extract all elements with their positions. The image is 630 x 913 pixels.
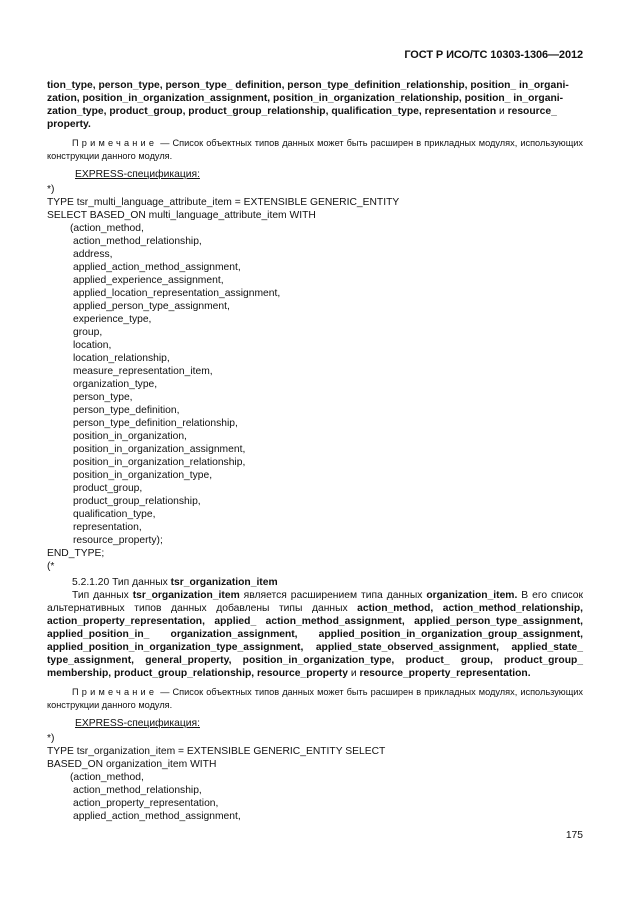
top-paragraph-line: property. (47, 119, 91, 130)
section-name: tsr_organization_item (170, 577, 278, 588)
bold-run: organization_item. (426, 590, 518, 601)
body-paragraph (47, 589, 583, 680)
top-paragraph-line: tion_type, person_type, person_type_ definition, person_type_definition_relationship, position_ in_organi- (47, 80, 569, 91)
select-item: address, (73, 249, 113, 260)
top-paragraph-line: zation, position_in_organization_assignment, position_in_organization_relationship, position_ in_organi- (47, 93, 564, 104)
select-item: measure_representation_item, (73, 366, 213, 377)
comment-close: (* (47, 561, 55, 572)
select-item-list (47, 784, 583, 823)
select-item: qualification_type, (73, 509, 156, 520)
select-item: (action_method, (70, 772, 144, 783)
select-item: person_type, (73, 392, 133, 403)
bold-run: action_method, action_method_relationship, action_property_representation, applied_ action_method_assignment, applied_person_type_assignment, applied_position_in_ organization_assignment, applied_position_in_organization_group_assignment, applied_position_in_organization_type_assignment, applied_state_observed_assignment, applied_state_ type_assignment, general_property, position_in_organization_type, product_ group, product_group_ membership, product_group_relationship, resource_property (47, 603, 583, 679)
select-item: (action_method, (70, 223, 144, 234)
select-item: person_type_definition, (73, 405, 180, 416)
select-item: applied_action_method_assignment, (73, 811, 241, 822)
bold-run: zation_type, product_group, product_group_relationship, qualification_type, representation (47, 106, 497, 117)
text-run: и (347, 668, 360, 679)
top-paragraph (47, 79, 583, 131)
select-item: action_method_relationship, (73, 785, 202, 796)
note-text: — Список объектных типов данных может быть расширен в прикладных модулях, использующих конструкции данного модуля. (47, 138, 583, 161)
note-text: — Список объектных типов данных может быть расширен в прикладных модулях, использующих конструкции данного модуля. (47, 687, 583, 710)
bold-run: tsr_organization_item (132, 590, 240, 601)
express-heading-2: EXPRESS-спецификация: (75, 718, 200, 729)
select-item: applied_person_type_assignment, (73, 301, 230, 312)
select-item: applied_experience_assignment, (73, 275, 224, 286)
section-heading (47, 576, 583, 589)
select-item: position_in_organization_assignment, (73, 444, 246, 455)
text-run: является расширением типа данных (239, 590, 427, 601)
select-item: group, (73, 327, 103, 338)
select-item: position_in_organization_relationship, (73, 457, 246, 468)
note-2 (47, 686, 583, 711)
select-item: location_relationship, (73, 353, 170, 364)
select-item-list (47, 235, 583, 547)
based-on-declaration: BASED_ON organization_item WITH (47, 759, 217, 770)
page-number: 175 (565, 830, 583, 841)
comment-open: *) (47, 733, 55, 744)
conjunction: и (496, 106, 508, 117)
bold-run: resource_ (507, 106, 557, 117)
express-block-2 (47, 732, 583, 823)
select-item: applied_location_representation_assignment, (73, 288, 281, 299)
top-paragraph-line (47, 105, 583, 118)
bold-run: resource_property_representation. (359, 668, 531, 679)
select-item: organization_type, (73, 379, 158, 390)
select-item: product_group_relationship, (73, 496, 201, 507)
standard-header: ГОСТ Р ИСО/ТС 10303-1306—2012 (404, 49, 583, 61)
page-content (47, 79, 583, 823)
select-item: action_property_representation, (73, 798, 219, 809)
note-label: Примечание (72, 138, 158, 148)
select-item: experience_type, (73, 314, 152, 325)
select-item: location, (73, 340, 112, 351)
section-prefix: 5.2.1.20 Тип данных (72, 577, 171, 588)
note-label: Примечание (72, 687, 158, 697)
select-item: representation, (73, 522, 142, 533)
select-item: person_type_definition_relationship, (73, 418, 238, 429)
select-item: action_method_relationship, (73, 236, 202, 247)
type-declaration: TYPE tsr_multi_language_attribute_item = EXTENSIBLE GENERIC_ENTITY (47, 197, 400, 208)
note-1 (47, 137, 583, 162)
comment-open: *) (47, 184, 55, 195)
text-run: Тип данных (72, 590, 133, 601)
text-run: В его список альтернативных типов данных добавлены типы данных (47, 590, 583, 614)
select-item: product_group, (73, 483, 143, 494)
type-declaration: TYPE tsr_organization_item = EXTENSIBLE GENERIC_ENTITY SELECT (47, 746, 386, 757)
select-item: resource_property); (73, 535, 163, 546)
end-type: END_TYPE; (47, 548, 105, 559)
express-block-1 (47, 183, 583, 573)
select-item: applied_action_method_assignment, (73, 262, 241, 273)
select-item: position_in_organization, (73, 431, 187, 442)
select-item: position_in_organization_type, (73, 470, 213, 481)
express-heading-1: EXPRESS-спецификация: (75, 169, 200, 180)
select-declaration: SELECT BASED_ON multi_language_attribute_item WITH (47, 210, 316, 221)
